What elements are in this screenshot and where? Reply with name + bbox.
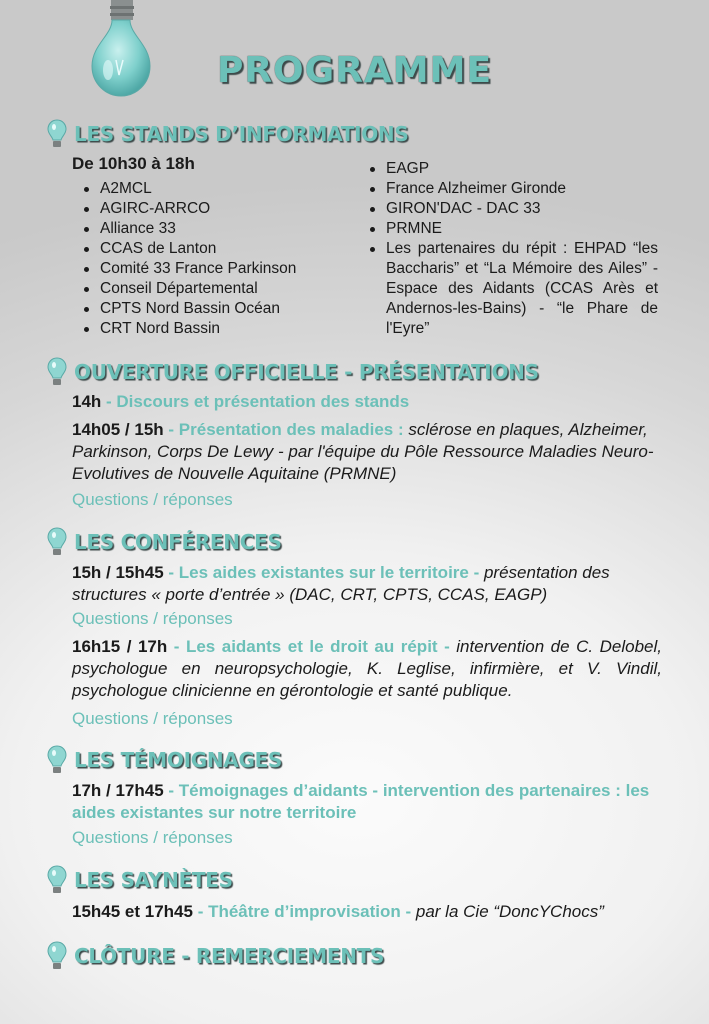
event-title: - Témoignages d’aidants - intervention des partenaires : les aides existantes sur notre territoire (72, 781, 650, 822)
section-title: LES STANDS D’INFORMATIONS (74, 122, 409, 146)
event-time: 14h05 / 15h (72, 420, 164, 439)
event-repit (72, 636, 662, 702)
event-description: présentation des structures « porte d’entrée » (DAC, CRT, CPTS, CCAS, EAGP) (72, 563, 610, 604)
section-title: CLÔTURE - REMERCIEMENTS (74, 944, 385, 968)
stand-list-item: Comité 33 France Parkinson (72, 259, 352, 279)
event-maladies (72, 419, 662, 485)
section-heading-conferences (46, 526, 282, 558)
event-title: - Les aidants et le droit au répit - (167, 637, 457, 656)
stand-list-item: PRMNE (358, 219, 658, 239)
lightbulb-icon (46, 744, 68, 776)
event-time: 17h / 17h45 (72, 781, 164, 800)
event-time: 16h15 / 17h (72, 637, 168, 656)
stands-hours: De 10h30 à 18h (72, 154, 195, 173)
event-theatre (72, 901, 662, 923)
section-heading-saynetes (46, 864, 233, 896)
stands-list-right (358, 159, 658, 339)
lightbulb-icon (46, 940, 68, 972)
section-heading-stands (46, 118, 408, 150)
lightbulb-icon (46, 118, 68, 150)
event-title: - Les aides existantes sur le territoire - (163, 563, 484, 582)
stand-list-item: CCAS de Lanton (72, 239, 352, 259)
section-title: LES TÉMOIGNAGES (74, 748, 283, 772)
section-title: LES CONFÉRENCES (74, 530, 282, 554)
lightbulb-icon (46, 864, 68, 896)
event-time: 15h45 et 17h45 (72, 902, 193, 921)
stand-list-item: EAGP (358, 159, 658, 179)
section-heading-temoignages (46, 744, 282, 776)
section-title: OUVERTURE OFFICIELLE - PRÉSENTATIONS (74, 360, 539, 384)
stand-list-item: Les partenaires du répit : EHPAD “les Baccharis” et “La Mémoire des Ailes” - Espace des Aidants (CCAS Arès et Andernos-les-Bains) - “le Phare de l'Eyre” (358, 239, 658, 339)
section-heading-cloture (46, 940, 384, 972)
event-temoignages (72, 780, 662, 824)
qa-label: Questions / réponses (72, 490, 233, 509)
section-heading-ouverture (46, 356, 539, 388)
stand-list-item: CRT Nord Bassin (72, 319, 352, 339)
event-title: - Théâtre d’improvisation - (192, 902, 416, 921)
event-title: - Présentation des maladies : (163, 420, 409, 439)
event-aides (72, 562, 662, 606)
stands-list-left (72, 179, 352, 339)
event-description: sclérose en plaques, Alzheimer, Parkinson, Corps De Lewy - par l'équipe du Pôle Ressource Maladies Neuro-Evolutives de Nouvelle Aquitaine (PRMNE) (72, 420, 654, 483)
qa-label: Questions / réponses (72, 828, 233, 847)
event-time: 14h (72, 392, 102, 411)
stand-list-item: Alliance 33 (72, 219, 352, 239)
qa-label: Questions / réponses (72, 609, 233, 628)
stand-list-item: CPTS Nord Bassin Océan (72, 299, 352, 319)
lightbulb-icon (46, 356, 68, 388)
lightbulb-icon (46, 526, 68, 558)
event-discours (72, 391, 662, 413)
section-title: LES SAYNÈTES (74, 868, 233, 892)
page-title: PROGRAMME (216, 50, 493, 91)
event-title: - Discours et présentation des stands (101, 392, 410, 411)
stand-list-item: AGIRC-ARRCO (72, 199, 352, 219)
stand-list-item: A2MCL (72, 179, 352, 199)
stand-list-item: GIRON'DAC - DAC 33 (358, 199, 658, 219)
stand-list-item: Conseil Départemental (72, 279, 352, 299)
event-description: intervention de C. Delobel, psychologue en neuropsychologie, K. Leglise, infirmière, et V. Vindil, psychologue clinicienne en gérontologie et santé publique. (72, 637, 662, 700)
qa-label: Questions / réponses (72, 709, 233, 728)
stand-list-item: France Alzheimer Gironde (358, 179, 658, 199)
event-time: 15h / 15h45 (72, 563, 164, 582)
event-description: par la Cie “DoncYChocs” (415, 902, 604, 921)
